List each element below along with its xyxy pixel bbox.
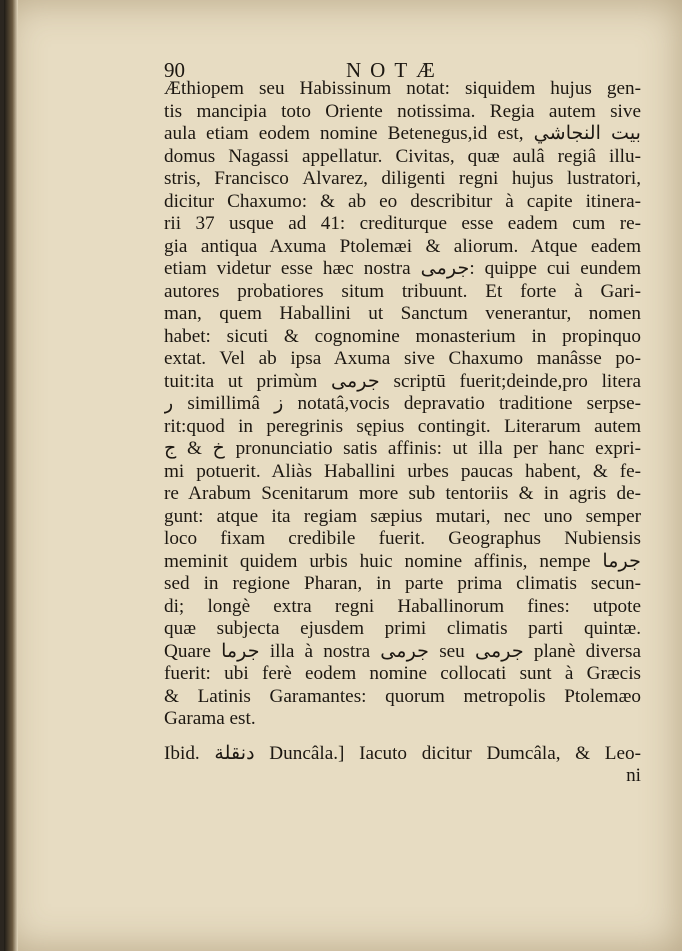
text-line: meminit quidem urbis huic nomine affinis, nempe جرما (164, 550, 641, 572)
text-line: aula etiam eodem nomine Betenegus,id est, بيت النجاشي (164, 123, 641, 144)
text-line: & Latinis Garamantes: quorum metropolis Ptolemæo (164, 685, 641, 707)
text-line: mi potuerit. Aliàs Haballini urbes paucas habent, & fe- (164, 460, 641, 482)
binding-gutter (4, 0, 18, 951)
text-line: loco fixam credibile fuerit. Geographus Nubiensis (164, 528, 641, 549)
text-line: stris, Franciscо Alvarez, diligenti regni hujus lustratori, (164, 168, 641, 189)
text-line: Quare جرما illa à nostra جرمى seu جرمى planè diversa (164, 640, 641, 662)
text-line: extat. Vel ab ipsa Axuma sive Chaxumo manâsse po- (164, 348, 641, 369)
text-line: quæ subjecta ejusdem primi climatis parti quintæ. (164, 618, 641, 639)
text-line: man, quem Haballini ut Sanctum venerantur, nomen (164, 303, 641, 324)
text-line: gia antiqua Axuma Ptolemæi & aliorum. Atque eadem (164, 235, 641, 257)
text-line: fuerit: ubi ferè eodem nomine collocati sunt à Græcis (164, 663, 641, 684)
annotation-line: Ibid. دنقلة Duncâla.] Iacuto dicitur Dumcâla, & Leo- (164, 742, 641, 764)
text-line: autores probatiores situm tribuunt. Et forte à Gari- (164, 280, 641, 302)
text-line: habet: sicuti & cognomine monasterium in propinquo (164, 325, 641, 347)
book-page (4, 0, 682, 951)
text-line: Æthiopem seu Habissinum notat: siquidem hujus gen- (164, 78, 641, 99)
main-text (164, 78, 641, 788)
text-line: rii 37 usque ad 41: crediturque esse eadem cum re- (164, 213, 641, 234)
text-line: re Arabum Scenitarum more sub tentoriis & in agris de- (164, 483, 641, 504)
text-line: domus Nagassi appellatur. Civitas, quæ aulâ regiâ illu- (164, 145, 641, 167)
text-line: tuit:ita ut primùm جرمى scriptū fuerit;deinde,pro litera (164, 370, 641, 392)
page-number: 90 (164, 58, 185, 82)
text-line: gunt: atque ita regiam sæpius mutari, nec uno semper (164, 505, 641, 527)
text-line: rit:quod in peregrinis sępius contingit. Literarum autem (164, 415, 641, 437)
running-head-title: NOTÆ (346, 58, 444, 82)
text-line: di; longè extra regni Haballinorum fines: utpote (164, 595, 641, 617)
text-line: sed in regione Pharan, in parte prima climatis secun- (164, 573, 641, 594)
text-line: خ & ج pronunciatio satis affinis: ut illa per hanc expri- (164, 438, 641, 459)
text-line: ر simillimâ ز notatâ,vocis depravatio traditione serpse- (164, 393, 641, 414)
catchword: ni (626, 765, 641, 786)
text-line: dicitur Chaxumo: & ab eo describitur à capite itinera- (164, 190, 641, 212)
text-line: etiam videtur esse hæc nostra جرمى: quippe cui eundem (164, 258, 641, 279)
paragraph-gap (164, 731, 641, 743)
text-line: tis mancipia toto Oriente notissima. Regia autem sive (164, 100, 641, 122)
text-line: Garama est. (164, 708, 256, 729)
